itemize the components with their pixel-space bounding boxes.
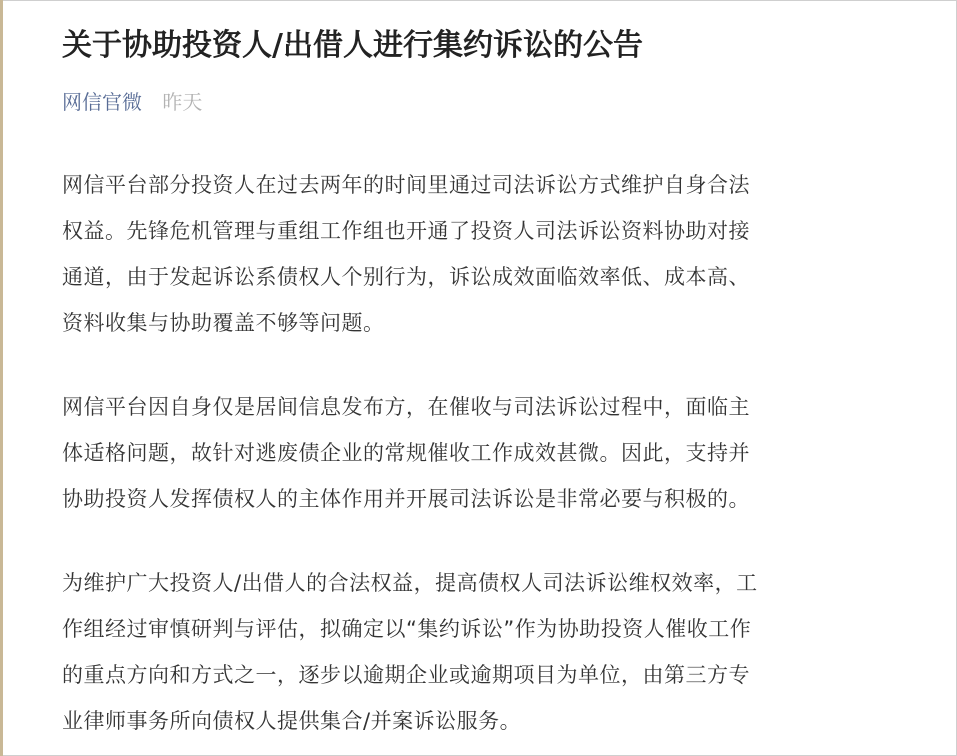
paragraph-2 <box>62 384 912 522</box>
publish-date: 昨天 <box>162 90 203 114</box>
paragraph-line: 通道，由于发起诉讼系债权人个别行为，诉讼成效面临效率低、成本高、 <box>62 265 750 289</box>
paragraph-line: 资料收集与协助覆盖不够等问题。 <box>62 311 385 335</box>
paragraph-line: 体适格问题，故针对逃废债企业的常规催收工作成效甚微。因此，支持并 <box>62 441 750 465</box>
paragraph-line: 业律师事务所向债权人提供集合/并案诉讼服务。 <box>62 709 522 733</box>
paragraph-line: 网信平台部分投资人在过去两年的时间里通过司法诉讼方式维护自身合法 <box>62 173 750 197</box>
paragraph-line: 网信平台因自身仅是居间信息发布方，在催收与司法诉讼过程中，面临主 <box>62 395 750 419</box>
left-edge-strip <box>0 0 3 756</box>
article <box>62 0 912 744</box>
article-meta <box>62 88 912 116</box>
paragraph-line: 作组经过审慎研判与评估，拟确定以“集约诉讼”作为协助投资人催收工作 <box>62 617 752 641</box>
paragraph-line: 为维护广大投资人/出借人的合法权益，提高债权人司法诉讼维权效率，工 <box>62 571 758 595</box>
paragraph-line: 的重点方向和方式之一，逐步以逾期企业或逾期项目为单位，由第三方专 <box>62 663 750 687</box>
paragraph-line: 协助投资人发挥债权人的主体作用并开展司法诉讼是非常必要与积极的。 <box>62 487 750 511</box>
paragraph-3 <box>62 560 912 744</box>
author-link[interactable]: 网信官微 <box>62 90 142 114</box>
article-title: 关于协助投资人/出借人进行集约诉讼的公告 <box>62 28 643 63</box>
paragraph-1 <box>62 162 912 346</box>
paragraph-line: 权益。先锋危机管理与重组工作组也开通了投资人司法诉讼资料协助对接 <box>62 219 750 243</box>
